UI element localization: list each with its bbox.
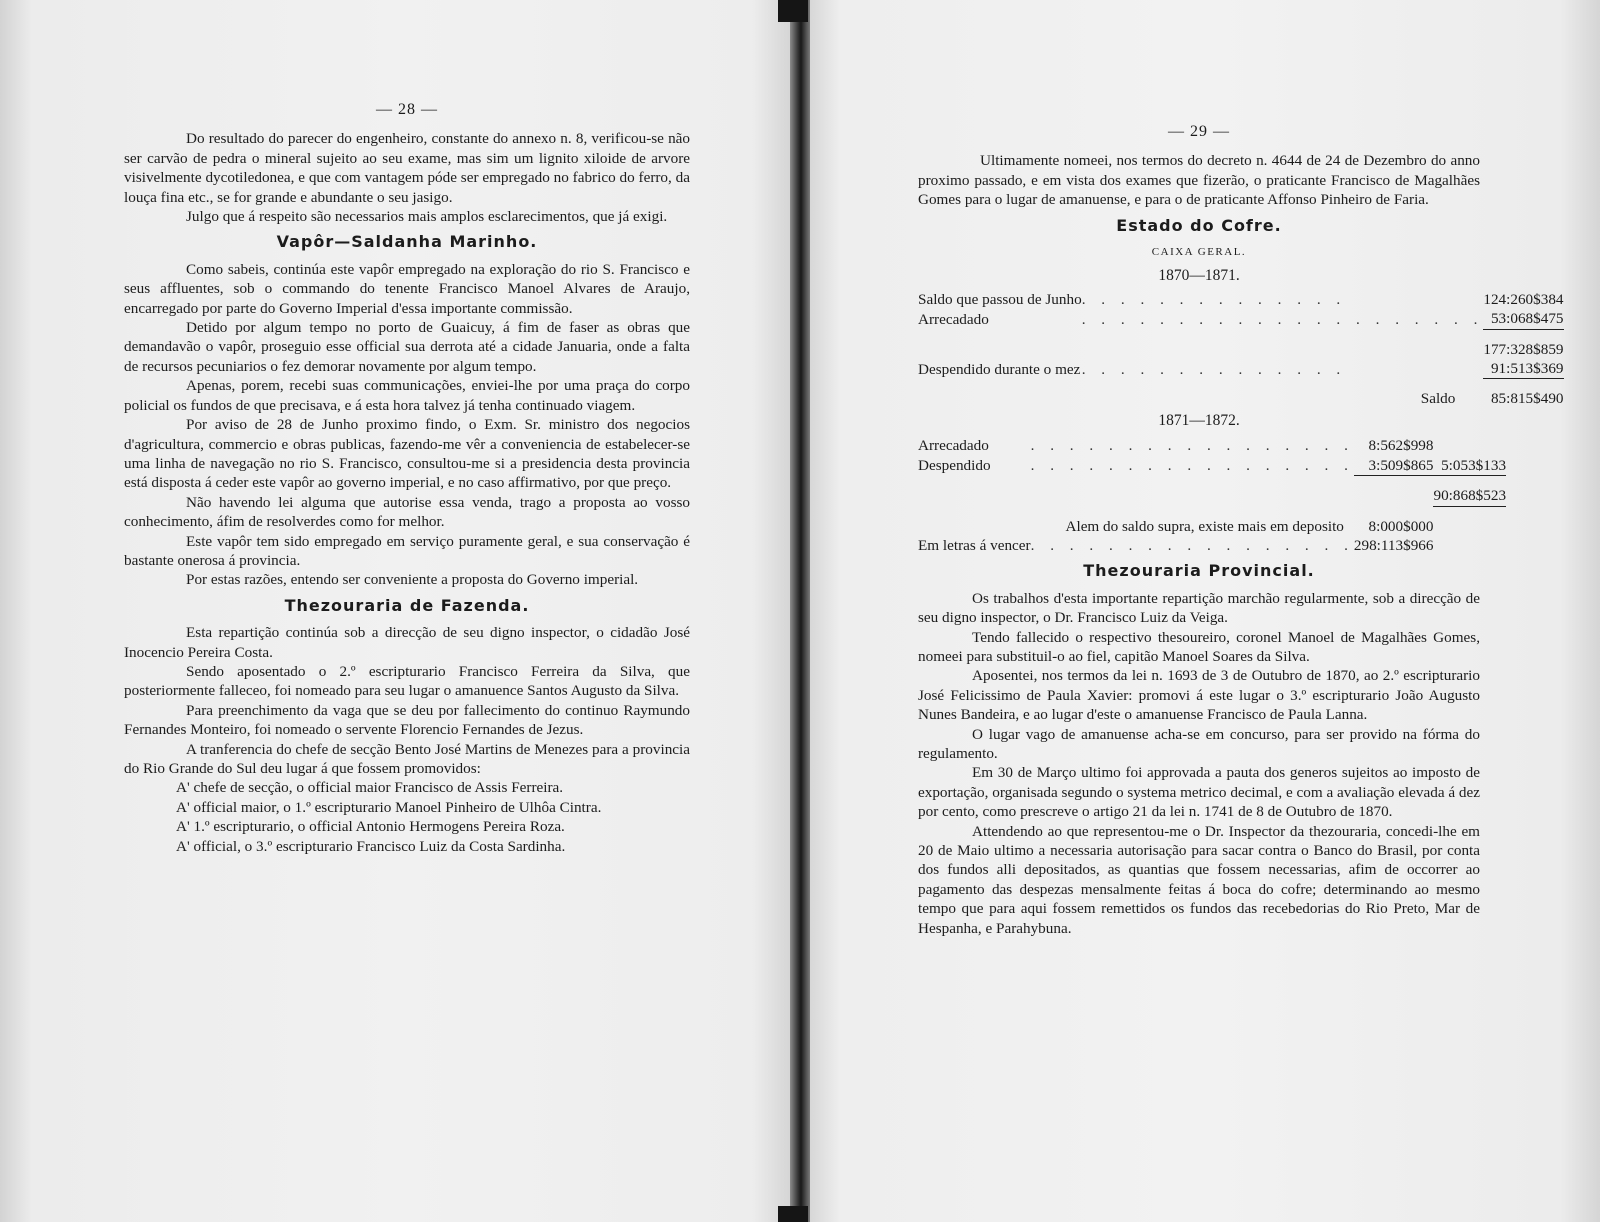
- paragraph: Esta repartição continúa sob a direcção de seu digno inspector, o cidadão José Inocencio Pereira Costa.: [124, 624, 690, 661]
- paragraph: Para preenchimento da vaga que se deu por fallecimento do continuo Raymundo Fernandes Monteiro, foi nomeado o servente Florencio Fernandes de Jezus.: [124, 701, 690, 739]
- promotion-line: A' official maior, o 1.º escripturario Manoel Pinheiro de Ulhôa Cintra.: [176, 798, 602, 816]
- ledger-label: Despendido durante o mez: [918, 360, 1081, 378]
- ledger-label: Arrecadado: [918, 310, 989, 328]
- promotion-line: A' 1.º escripturario, o official Antonio Hermogens Pereira Roza.: [176, 818, 565, 836]
- ledger-value: 8:562$998: [1368, 437, 1434, 455]
- ledger-row: [918, 359, 1564, 379]
- paragraph: Por aviso de 28 de Junho proximo findo, o Exm. Sr. ministro dos negocios d'agricultura, commercio e obras publicas, fazendo-me vêr a conveniencia de estabelecer-se uma linha de navegação no rio S. Francisco, consultou-me si a presidencia desta provincia está disposta á ceder este vapôr ao governo imperial, e no caso affirmativo, por que preço.: [124, 416, 690, 492]
- ledger-label: Alem do saldo supra, existe mais em deposito: [1065, 517, 1344, 535]
- binding-edge-bottom: [778, 1206, 808, 1222]
- ledger-1870: [918, 290, 1564, 409]
- paragraph: Do resultado do parecer do engenheiro, constante do annexo n. 8, verificou-se não ser carvão de pedra o mineral sujeito ao seu exame, mas sim um lignito xiloide de arvore visivelmente dycotiledonea, e que com vantagem póde ser empregado no fabrico do ferro, da louça fina etc., se for grande e abundante o seu jasigo.: [124, 130, 690, 206]
- leader-dots: . . . . . . . . . . . . . . . . .: [1030, 437, 1354, 455]
- ledger-row: [918, 517, 1506, 536]
- paragraph: Este vapôr tem sido empregado em serviço puramente geral, e sua conservação é bastante onerosa á provincia.: [124, 532, 690, 569]
- left-page-text: [124, 100, 690, 856]
- book-binding: [790, 0, 810, 1222]
- ledger-value: 3:509$865: [1354, 456, 1434, 476]
- leader-dots: . . . . . . . . . . . . . . . . .: [1030, 457, 1354, 475]
- ledger-row: [918, 340, 1564, 359]
- ledger-row: [918, 436, 1506, 455]
- ledger-value: 124:260$384: [1483, 290, 1564, 308]
- ledger-difference: 5:053$133: [1433, 456, 1506, 476]
- ledger-row: [918, 290, 1564, 309]
- ledger-row: [918, 486, 1506, 506]
- ledger-label: Arrecadado: [918, 437, 989, 455]
- section-title-cofre: Estado do Cofre.: [1116, 215, 1282, 235]
- leader-dots: . . . . . . . . . . . . . . . . . . . . .: [1081, 310, 1484, 328]
- paragraph: Os trabalhos d'esta importante repartição marchão regularmente, sob a direcção de seu digno inspector, o Dr. Francisco Luiz da Veiga.: [918, 589, 1480, 627]
- year-heading-1870: 1870—1871.: [1158, 267, 1240, 285]
- ledger-total: 90:868$523: [1433, 487, 1507, 505]
- section-title-provincial: Thezouraria Provincial.: [1083, 561, 1315, 581]
- ledger-row: [918, 309, 1564, 329]
- binding-edge-top: [778, 0, 808, 22]
- paragraph: Não havendo lei alguma que autorise essa venda, trago a proposta ao vosso conhecimento, áfim de resolverdes como for melhor.: [124, 493, 690, 531]
- promotion-line: A' official, o 3.º escripturario Francisco Luiz da Costa Sardinha.: [176, 837, 566, 855]
- ledger-value: 91:513$369: [1483, 359, 1563, 379]
- paragraph: Julgo que á respeito são necessarios mais amplos esclarecimentos, que já exigi.: [186, 208, 668, 226]
- ledger-row: [918, 389, 1564, 408]
- section-title-fazenda: Thezouraria de Fazenda.: [284, 595, 530, 615]
- ledger-value: 8:000$000: [1368, 517, 1434, 535]
- paragraph: Attendendo ao que representou-me o Dr. Inspector da thezouraria, concedi-lhe em 20 de Maio ultimo a necessaria autorisação para sacar contra o Banco do Brasil, por conta dos fundos alli depositados, as quantias que fossem necessarias, afim de occorrer ao pagamento das despezas mensalmente feitas á boca do cofre; determinando ao mesmo tempo que para aqui fossem remettidos os fundos das recebedorias do Rio Preto, Mar de Hespanha, e Parahybuna.: [918, 822, 1480, 937]
- page-number-right: — 29 —: [1168, 123, 1230, 140]
- paragraph: Por estas razões, entendo ser conveniente a proposta do Governo imperial.: [186, 571, 639, 589]
- ledger-value: 298:113$966: [1353, 536, 1434, 554]
- paragraph: Aposentei, nos termos da lei n. 1693 de 3 de Outubro de 1870, ao 2.º escripturario José Felicissimo de Paula Xavier: promovi á este lugar o 3.º escripturario João Augusto Nunes Bandeira, e ao lugar d'este o amanuense Francisco de Paula Lanna.: [918, 667, 1480, 724]
- paragraph: Ultimamente nomeei, nos termos do decreto n. 4644 de 24 de Dezembro do anno proximo passado, e em vista dos exames que fizerão, o praticante Francisco de Magalhães Gomes para o lugar de amanuense, e para o de praticante Affonso Pinheiro de Faria.: [918, 152, 1480, 209]
- section-title-vapor: Vapôr—Saldanha Marinho.: [276, 232, 538, 252]
- ledger-row: [918, 456, 1506, 476]
- leader-dots: . . . . . . . . . . . . . . . . .: [1030, 536, 1354, 554]
- right-page-text: [918, 122, 1564, 938]
- paragraph: Como sabeis, continúa este vapôr empregado na exploração do rio S. Francisco e seus affluentes, sob o commando do tenente Francisco Manoel Alvares de Araujo, encarregado por parte do Governo Imperial d'essa importante commissão.: [124, 260, 690, 317]
- ledger-label: Saldo que passou de Junho: [918, 290, 1082, 308]
- ledger-label: Despendido: [918, 457, 991, 475]
- paragraph: Detido por algum tempo no porto de Guaicuy, á fim de faser as obras que demandavão o vapôr, proseguio esse official sua derrota até a cidade Januaria, onde a falta de recursos pecuniarios o fez demorar novamente por algum tempo.: [124, 319, 690, 375]
- ledger-row: [918, 536, 1506, 555]
- paragraph: Sendo aposentado o 2.º escripturario Francisco Ferreira da Silva, que posteriormente falleceo, foi nomeado para seu lugar o amanuence Santos Augusto da Silva.: [124, 662, 690, 700]
- right-page: [800, 0, 1600, 1222]
- page-number-left: — 28 —: [376, 101, 438, 118]
- paragraph: Em 30 de Março ultimo foi approvada a pauta dos generos sujeitos ao imposto de exportação, organisada segundo o systema metrico decimal, e com a avaliação elevada á dez por cento, como prescreve o artigo 21 da lei n. 1741 de 8 de Outubro de 1870.: [918, 764, 1480, 821]
- paragraph: Apenas, porem, recebi suas communicações, enviei-lhe por uma praça do corpo policial os fundos de que precisava, e á esta hora talvez já tenha continuado viagem.: [124, 377, 690, 414]
- paragraph: Tendo fallecido o respectivo thesoureiro, coronel Manoel de Magalhães Gomes, nomeei para substituil-o ao fiel, capitão Manoel Soares da Silva.: [918, 628, 1480, 665]
- paragraph: A tranferencia do chefe de secção Bento José Martins de Menezes para a provincia do Rio Grande do Sul deu lugar á que fossem promovidos:: [124, 740, 690, 777]
- caixa-geral-label: CAIXA GERAL.: [1151, 246, 1247, 259]
- leader-dots: . . . . . . . . . . . . . .: [1081, 360, 1347, 378]
- leader-dots: . . . . . . . . . . . . . .: [1081, 290, 1347, 308]
- ledger-saldo: 85:815$490: [1490, 390, 1564, 408]
- ledger-value: 53:068$475: [1483, 309, 1563, 329]
- promotion-line: A' chefe de secção, o official maior Francisco de Assis Ferreira.: [176, 779, 564, 797]
- ledger-label: Em letras á vencer: [918, 536, 1031, 554]
- ledger-subtotal: 177:328$859: [1483, 340, 1564, 358]
- paragraph: O lugar vago de amanuense acha-se em concurso, para ser provido na fórma do regulamento.: [918, 725, 1480, 762]
- ledger-label: Saldo: [1420, 390, 1456, 408]
- year-heading-1871: 1871—1872.: [1158, 411, 1240, 429]
- ledger-1871: [918, 436, 1506, 555]
